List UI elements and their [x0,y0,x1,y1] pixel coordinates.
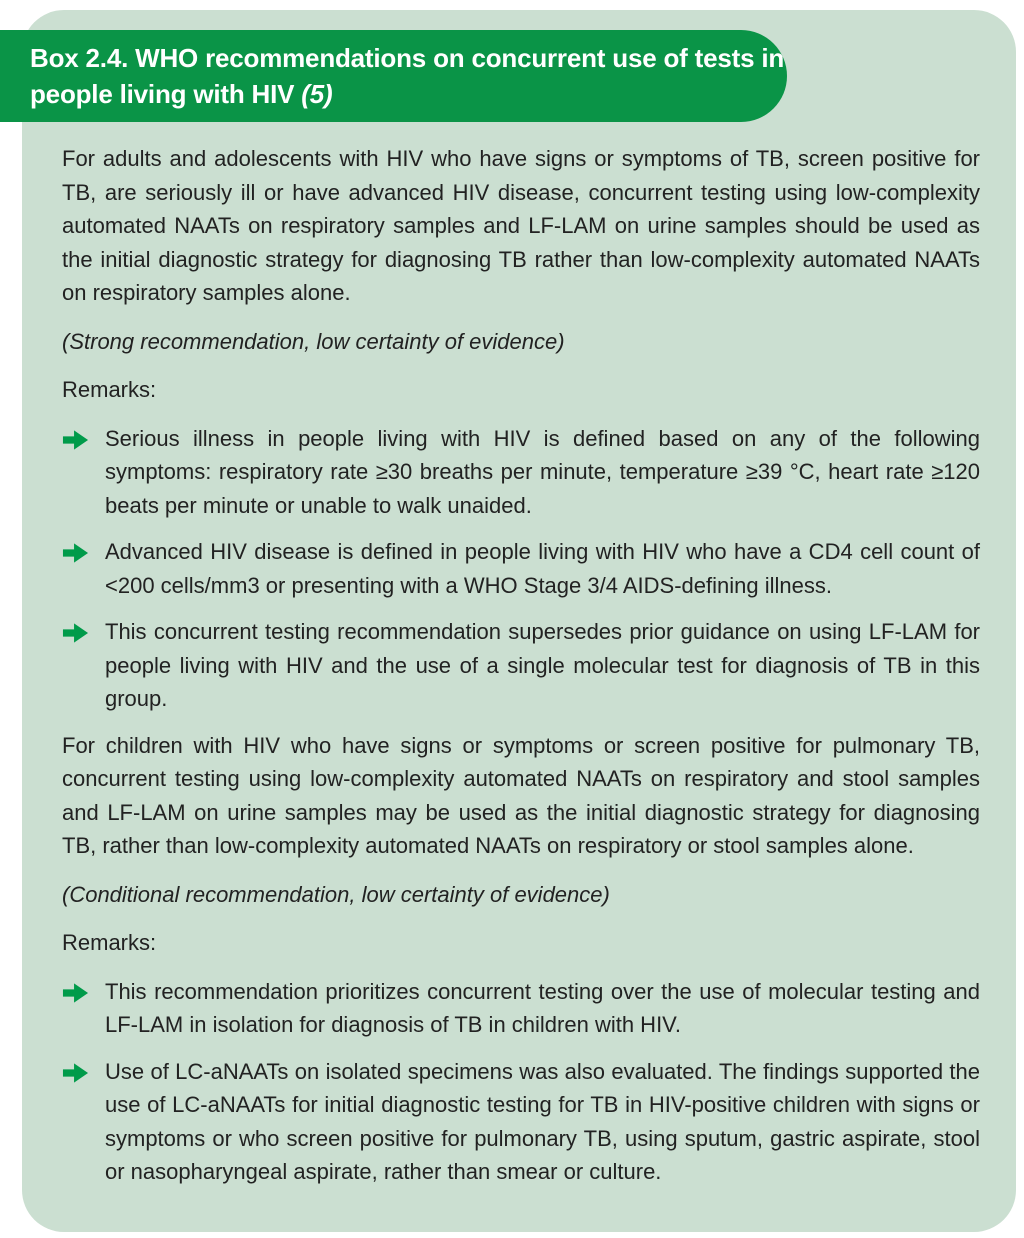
recommendation-box [22,10,1016,1232]
remark-text: This recommendation prioritizes concurrent testing over the use of molecular testing and LF-LAM in isolation for diagnosis of TB in children with HIV. [105,978,980,1037]
remarks-label-adults: Remarks: [62,377,157,402]
arrow-right-icon [62,1055,105,1085]
remarks-label-children: Remarks: [62,930,157,955]
box-header-banner [0,30,787,122]
box-title-reference: (5) [301,79,333,109]
remark-text: Serious illness in people living with HIV is defined based on any of the following symptoms: respiratory rate ≥30 breaths per minute, temperature ≥39 °C, heart rate ≥120 beats per minute or unable to walk unaided. [105,425,980,518]
remark-text: Use of LC-aNAATs on isolated specimens was also evaluated. The findings supported the use of LC-aNAATs for initial diagnostic testing for TB in HIV-positive children with signs or symptoms or who screen positive for pulmonary TB, using sputum, gastric aspirate, stool or nasopharyngeal aspirate, rather than smear or culture. [105,1058,980,1184]
list-item [62,535,980,602]
list-item [62,422,980,523]
arrow-right-icon [62,975,105,1005]
list-item [62,975,980,1042]
remark-text: This concurrent testing recommendation supersedes prior guidance on using LF-LAM for people living with HIV and the use of a single molecular test for diagnosis of TB in this group. [105,619,980,711]
paragraph-adults: For adults and adolescents with HIV who have signs or symptoms of TB, screen positive for TB, are seriously ill or have advanced HIV disease, concurrent testing using low-complexity automated NAATs on respiratory samples and LF-LAM on urine samples should be used as the initial diagnostic strategy for diagnosing TB rather than low-complexity automated NAATs on respiratory samples alone. [62,146,980,305]
box-title-line2: people living with HIV (5) [30,79,333,109]
box-title [30,40,784,112]
remark-text: Advanced HIV disease is defined in people living with HIV who have a CD4 cell count of <200 cells/mm3 or presenting with a WHO Stage 3/4 AIDS-defining illness. [105,539,980,598]
arrow-right-icon [62,535,105,565]
box-content [62,142,980,1202]
list-item [62,615,980,716]
arrow-right-icon [62,422,105,452]
box-title-line1: Box 2.4. WHO recommendations on concurrent use of tests in [30,43,785,73]
list-item [62,1055,980,1189]
conditional-recommendation-note: (Conditional recommendation, low certainty of evidence) [62,881,610,907]
arrow-right-icon [62,615,105,645]
paragraph-children: For children with HIV who have signs or symptoms or screen positive for pulmonary TB, concurrent testing using low-complexity automated NAATs on respiratory and stool samples and LF-LAM on urine samples may be used as the initial diagnostic strategy for diagnosing TB, rather than low-complexity automated NAATs on respiratory or stool samples alone. [62,732,980,858]
strong-recommendation-note: (Strong recommendation, low certainty of evidence) [62,328,565,354]
